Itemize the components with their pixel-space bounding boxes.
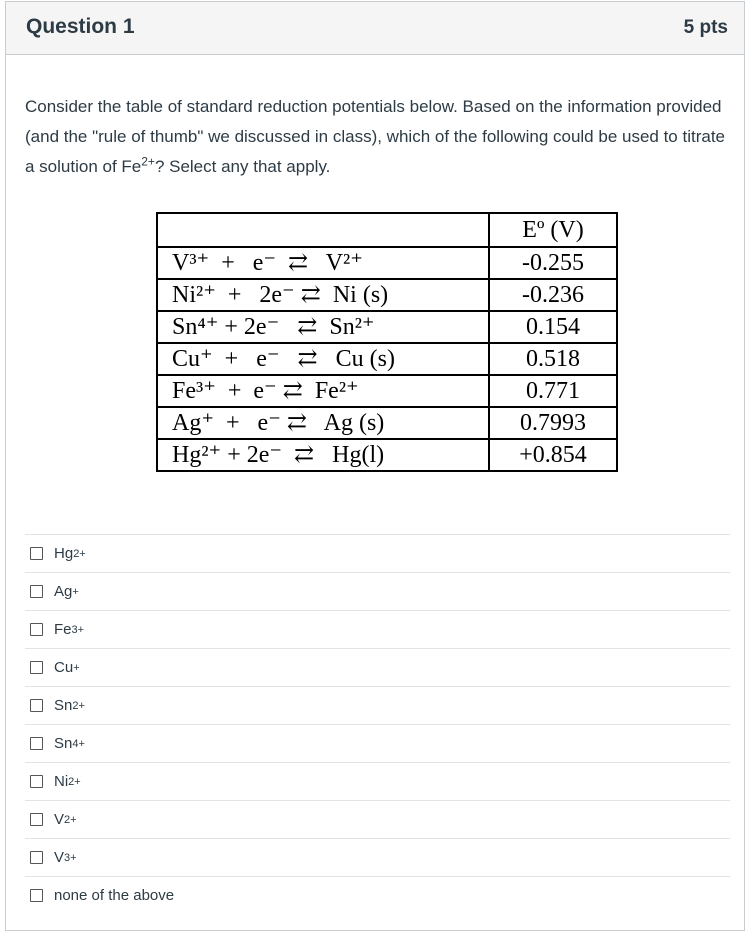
option-checkbox[interactable]: [30, 699, 43, 712]
answer-options: [25, 534, 730, 914]
table-row: [157, 247, 617, 279]
table-row: [157, 407, 617, 439]
answer-option[interactable]: Hg 2+: [25, 534, 730, 572]
table-header-potential: Eº (V): [489, 213, 617, 247]
answer-option[interactable]: Sn 2+: [25, 686, 730, 724]
reaction-cell: Fe³⁺ + e⁻ ⇄ Fe²⁺: [157, 375, 489, 407]
table-row: [157, 375, 617, 407]
table-row: [157, 439, 617, 471]
question-title: Question 1: [26, 15, 135, 38]
option-checkbox[interactable]: [30, 661, 43, 674]
option-label: Cu: [54, 659, 74, 676]
table-row: [157, 311, 617, 343]
prompt-superscript: 2+: [141, 154, 155, 169]
potential-value-cell: 0.771: [489, 375, 617, 407]
option-label: Sn: [54, 697, 73, 714]
answer-option[interactable]: [25, 876, 730, 914]
answer-option[interactable]: Sn 4+: [25, 724, 730, 762]
option-checkbox[interactable]: [30, 623, 43, 636]
question-prompt: [25, 92, 725, 182]
table-row: [157, 343, 617, 375]
table-header-row: [157, 213, 617, 247]
question-card: [5, 1, 745, 931]
answer-option[interactable]: Ag +: [25, 572, 730, 610]
reaction-cell: Cu⁺ + e⁻ ⇄ Cu (s): [157, 343, 489, 375]
option-checkbox[interactable]: [30, 737, 43, 750]
answer-option[interactable]: Fe 3+: [25, 610, 730, 648]
option-label: Sn: [54, 735, 73, 752]
prompt-text-part1: Consider the table of standard reduction potentials below. Based on the information provided (and the "rule of thumb" we discussed in class), which of the following could be used to titrate a solution of Fe: [25, 97, 725, 176]
option-label: V: [54, 811, 65, 828]
option-label: Ag: [54, 583, 73, 600]
answer-option[interactable]: Cu +: [25, 648, 730, 686]
option-label: V: [54, 849, 65, 866]
option-checkbox[interactable]: [30, 775, 43, 788]
option-label: Ni: [54, 773, 69, 790]
potential-value-cell: -0.236: [489, 279, 617, 311]
potential-value-cell: -0.255: [489, 247, 617, 279]
reaction-cell: Hg²⁺ + 2e⁻ ⇄ Hg(l): [157, 439, 489, 471]
reaction-cell: Ni²⁺ + 2e⁻ ⇄ Ni (s): [157, 279, 489, 311]
potential-value-cell: 0.154: [489, 311, 617, 343]
potential-value-cell: +0.854: [489, 439, 617, 471]
reduction-potential-table: [156, 212, 618, 472]
option-checkbox[interactable]: [30, 547, 43, 560]
option-label: none of the above: [54, 887, 175, 904]
answer-option[interactable]: Ni 2+: [25, 762, 730, 800]
answer-option[interactable]: V 3+: [25, 838, 730, 876]
question-header: [6, 2, 744, 55]
reaction-cell: V³⁺ + e⁻ ⇄ V²⁺: [157, 247, 489, 279]
option-label: Fe: [54, 621, 72, 638]
option-checkbox[interactable]: [30, 889, 43, 902]
option-label: Hg: [54, 545, 74, 562]
table-header-blank: [157, 213, 489, 247]
option-checkbox[interactable]: [30, 585, 43, 598]
potential-value-cell: 0.7993: [489, 407, 617, 439]
question-points: 5 pts: [683, 17, 728, 38]
reaction-cell: Sn⁴⁺ + 2e⁻ ⇄ Sn²⁺: [157, 311, 489, 343]
prompt-text-part2: ? Select any that apply.: [154, 157, 331, 176]
reaction-cell: Ag⁺ + e⁻ ⇄ Ag (s): [157, 407, 489, 439]
option-checkbox[interactable]: [30, 851, 43, 864]
table-row: [157, 279, 617, 311]
option-checkbox[interactable]: [30, 813, 43, 826]
potential-value-cell: 0.518: [489, 343, 617, 375]
answer-option[interactable]: V 2+: [25, 800, 730, 838]
